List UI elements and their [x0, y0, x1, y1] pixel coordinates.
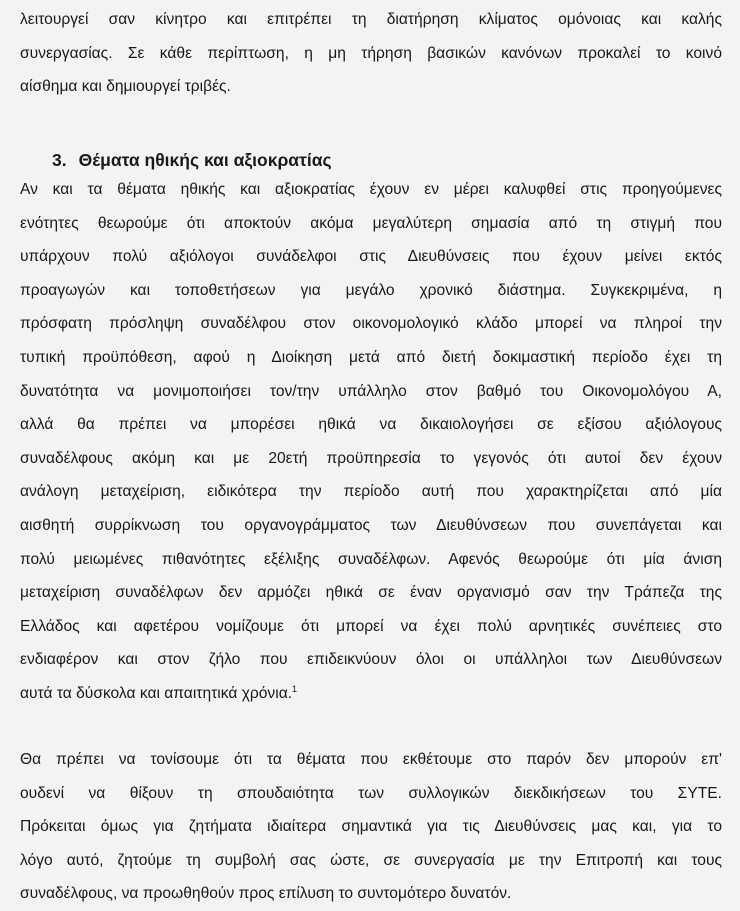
text-line: συναδέλφους, να προωθηθούν προς επίλυση το συντομότερο δυνατόν.: [20, 885, 512, 903]
text-line: [20, 677, 722, 711]
text-line: δυνατότητα να μονιμοποιήσει τον/την υπάλληλο στον βαθμό του Οικονομολόγου Α,: [20, 382, 722, 400]
text-line: αισθητή συρρίκνωση του οργανογράμματος των Διευθύνσεων που συνεπάγεται και: [20, 516, 722, 534]
text-line: Ελλάδος και αφετέρου νομίζουμε ότι μπορεί να έχει πολύ αρνητικές συνέπειες στο: [20, 617, 722, 635]
text-line: λειτουργεί σαν κίνητρο και επιτρέπει τη διατήρηση κλίματος ομόνοιας και καλής: [20, 11, 722, 28]
main-paragraph: [20, 173, 722, 711]
text-line: αλλά θα πρέπει να μπορέσει ηθικά να δικαιολογήσει σε εξίσου αξιόλογους: [20, 416, 722, 434]
text-line: Αν και τα θέματα ηθικής και αξιοκρατίας έχουν εν μέρει καλυφθεί στις προηγούμενες: [20, 181, 722, 198]
text-line: συναδέλφους ακόμη και με 20ετή προϋπηρεσία το γεγονός ότι αυτοί δεν έχουν: [20, 449, 722, 467]
text-line: μεταχείριση συναδέλφων δεν αρμόζει ηθικά σε έναν οργανισμό σαν την Τράπεζα της: [20, 584, 722, 602]
text-line: υπάρχουν πολύ αξιόλογοι συνάδελφοι στις Διευθύνσεις που έχουν μείνει εκτός: [20, 248, 722, 266]
text-line: ανάλογη μεταχείριση, ειδικότερα την περίοδο αυτή που χαρακτηρίζεται από μία: [20, 483, 722, 501]
text-line: ενότητες θεωρούμε ότι αποκτούν ακόμα μεγαλύτερη σημασία από τη στιγμή που: [20, 214, 722, 232]
footnote-reference[interactable]: 1: [292, 683, 298, 694]
top-paragraph: [20, 3, 722, 104]
text-line: συνεργασίας. Σε κάθε περίπτωση, η μη τήρηση βασικών κανόνων προκαλεί το κοινό: [20, 44, 722, 62]
text-line: ενδιαφέρον και στον ζήλο που επιδεικνύουν όλοι οι υπάλληλοι των Διευθύνσεων: [20, 651, 722, 669]
section-number: 3.: [52, 150, 67, 170]
section-heading: [52, 145, 332, 175]
text-line: λόγο αυτό, ζητούμε τη συμβολή σας ώστε, σε συνεργασία με την Επιτροπή και τους: [20, 851, 722, 869]
text-line: τυπική προϋπόθεση, αφού η Διοίκηση μετά από διετή δοκιμαστική περίοδο έχει τη: [20, 348, 722, 366]
text-line-content: αυτά τα δύσκολα και απαιτητικά χρόνια.: [20, 684, 293, 702]
text-line: προαγωγών και τοποθετήσεων για μεγάλο χρονικό διάστημα. Συγκεκριμένα, η: [20, 281, 722, 299]
text-line: πρόσφατη πρόσληψη συναδέλφου στον οικονομολογικό κλάδο μπορεί να πληροί την: [20, 315, 722, 333]
text-line: Πρόκειται όμως για ζητήματα ιδιαίτερα σημαντικά για τις Διευθύνσεις μας και, για το: [20, 818, 722, 836]
text-line: ουδενί να θίξουν τη σπουδαιότητα των συλλογικών διεκδικήσεων του ΣΥΤΕ.: [20, 784, 722, 802]
text-line: Θα πρέπει να τονίσουμε ότι τα θέματα που εκθέτουμε στο παρόν δεν μπορούν επ': [20, 751, 722, 768]
text-line: πολύ μειωμένες πιθανότητες εξέλιξης συναδέλφων. Αφενός θεωρούμε ότι μία άνιση: [20, 550, 722, 568]
closing-paragraph: [20, 743, 722, 911]
section-title: Θέματα ηθικής και αξιοκρατίας: [78, 150, 332, 170]
text-line: αίσθημα και δημιουργεί τριβές.: [20, 78, 231, 96]
